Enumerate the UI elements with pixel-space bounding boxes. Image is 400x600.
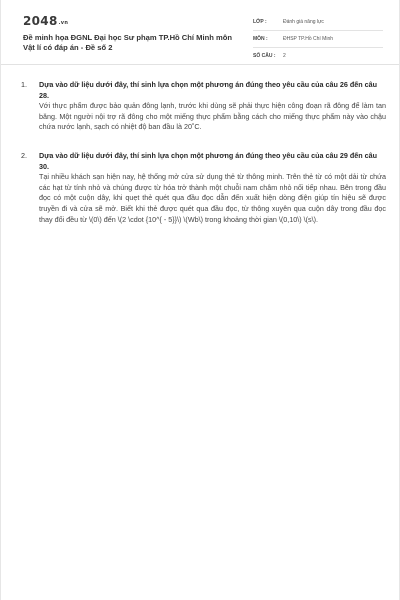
question-text: Với thực phẩm được bảo quản đông lạnh, trước khi dùng sẽ phải thực hiện công đoạn rã đông để làm tan băng. Một người nội trợ rã đông cho một miếng thực phẩm bằng cách cho miếng thực phẩm này vào chậu chứa nước lạnh, sạch có nhiệt độ ban đầu là 20˚C. [39, 101, 386, 132]
question-item [21, 80, 386, 133]
meta-row-subject [253, 31, 383, 48]
meta-label: LỚP : [253, 19, 267, 25]
question-heading: Dựa vào dữ liệu dưới đây, thí sinh lựa chọn một phương án đúng theo yêu cầu của câu 26 đến câu 28. [39, 80, 378, 100]
meta-value: ĐHSP TP.Hồ Chí Minh [283, 36, 334, 42]
document-title: Đề minh họa ĐGNL Đại học Sư phạm TP.Hồ Chí Minh môn Vật lí có đáp án - Đề số 2 [23, 33, 232, 52]
meta-row-class [253, 14, 383, 31]
question-body [39, 80, 386, 133]
document-header [1, 0, 399, 65]
logo-tld: .vn [58, 20, 69, 26]
question-number: 1. [21, 80, 27, 89]
question-number: 2. [21, 150, 27, 160]
meta-value: 2 [283, 53, 286, 59]
meta-row-question-count [253, 48, 383, 64]
question-heading: Dựa vào dữ liệu dưới đây, thí sinh lựa chọn một phương án đúng theo yêu cầu của câu 29 đến câu 30. [39, 150, 378, 171]
meta-value: Đánh giá năng lực [283, 19, 324, 25]
meta-label: MÔN : [253, 36, 268, 42]
logo-text: 2048 [23, 14, 58, 28]
question-list [21, 80, 386, 243]
question-body [39, 151, 386, 225]
question-item [21, 151, 386, 225]
site-logo[interactable] [23, 14, 68, 28]
question-text: Tại nhiều khách sạn hiện nay, hệ thống mở cửa sử dụng thẻ từ thông minh. Trên thẻ từ có một dải từ chứa các hạt từ tính nhỏ và chúng được từ hóa trở thành một chuỗi nam châm nhỏ nối tiếp nhau. Bên trong đầu đọc có một cuộn dây, khi quẹt thẻ quét qua đầu đọc dẫn đến xuất hiện dòng điện giúp tín hiệu sẽ được truyền đi và cửa sẽ mở. Biết khi thẻ được quét qua đầu đọc, từ thông xuyên qua cuộn dây trong đầu đọc thay đổi đều từ \(0\) đến \(2 \cdot {10^{ - 5}}\) \(Wb\) trong khoảng thời gian \(0,10\) \(s\). [39, 172, 386, 224]
meta-label: SỐ CÂU : [253, 53, 276, 59]
meta-table [253, 14, 383, 64]
